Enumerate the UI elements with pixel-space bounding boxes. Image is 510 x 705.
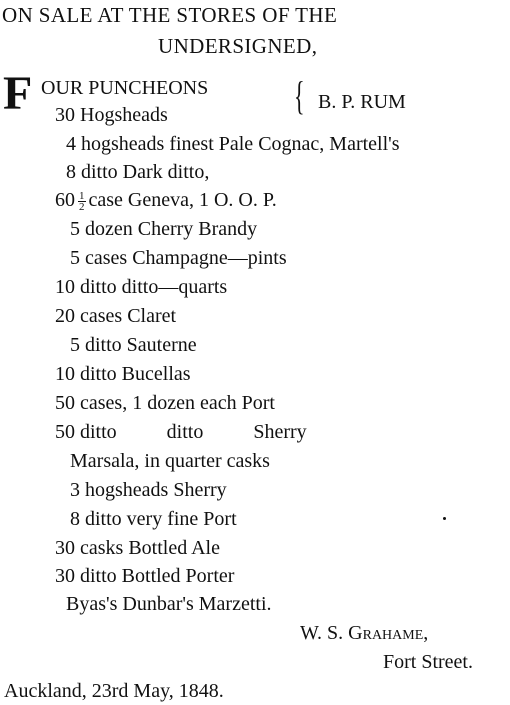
geneva-qty: 60 xyxy=(55,189,75,211)
signature-street: Fort Street. xyxy=(383,651,473,673)
fraction-numerator: 1 xyxy=(79,189,85,202)
list-item: 30 casks Bottled Ale xyxy=(55,537,220,559)
list-item: 50 cases, 1 dozen each Port xyxy=(55,392,275,414)
hogsheads-line: 30 Hogsheads xyxy=(55,104,168,126)
list-item: 20 cases Claret xyxy=(55,305,177,327)
list-item: 3 hogsheads Sherry xyxy=(70,479,227,501)
list-item: 5 dozen Cherry Brandy xyxy=(70,218,258,240)
header-line-1: ON SALE AT THE STORES OF THE xyxy=(2,3,338,27)
list-item: 5 cases Champagne—pints xyxy=(70,247,287,269)
list-item: 8 ditto Dark ditto, xyxy=(66,161,210,183)
signature-name: W. S. Grahame, xyxy=(300,622,429,644)
list-item-geneva xyxy=(55,188,277,212)
geneva-text: case Geneva, 1 O. O. P. xyxy=(88,189,277,211)
brace-icon: { xyxy=(294,73,305,118)
list-item: 8 ditto very fine Port xyxy=(70,508,237,530)
list-item: 5 ditto Sauterne xyxy=(70,334,197,356)
drop-cap: F xyxy=(3,67,33,120)
header-line-2: UNDERSIGNED, xyxy=(158,34,318,58)
stray-dot xyxy=(443,517,446,520)
fraction xyxy=(78,191,86,212)
dateline: Auckland, 23rd May, 1848. xyxy=(4,680,224,702)
list-item: Marsala, in quarter casks xyxy=(70,450,270,472)
list-item: 10 ditto Bucellas xyxy=(55,363,191,385)
list-item: Byas's Dunbar's Marzetti. xyxy=(66,593,272,615)
list-item: 10 ditto ditto—quarts xyxy=(55,276,228,298)
list-item: 4 hogsheads finest Pale Cognac, Martell's xyxy=(66,133,400,155)
list-item: 50 ditto ditto Sherry xyxy=(55,421,307,443)
list-item: 30 ditto Bottled Porter xyxy=(55,565,235,587)
fraction-denominator: 2 xyxy=(79,200,85,213)
puncheons-line: OUR PUNCHEONS xyxy=(41,77,209,99)
rum-label: B. P. RUM xyxy=(318,91,406,113)
